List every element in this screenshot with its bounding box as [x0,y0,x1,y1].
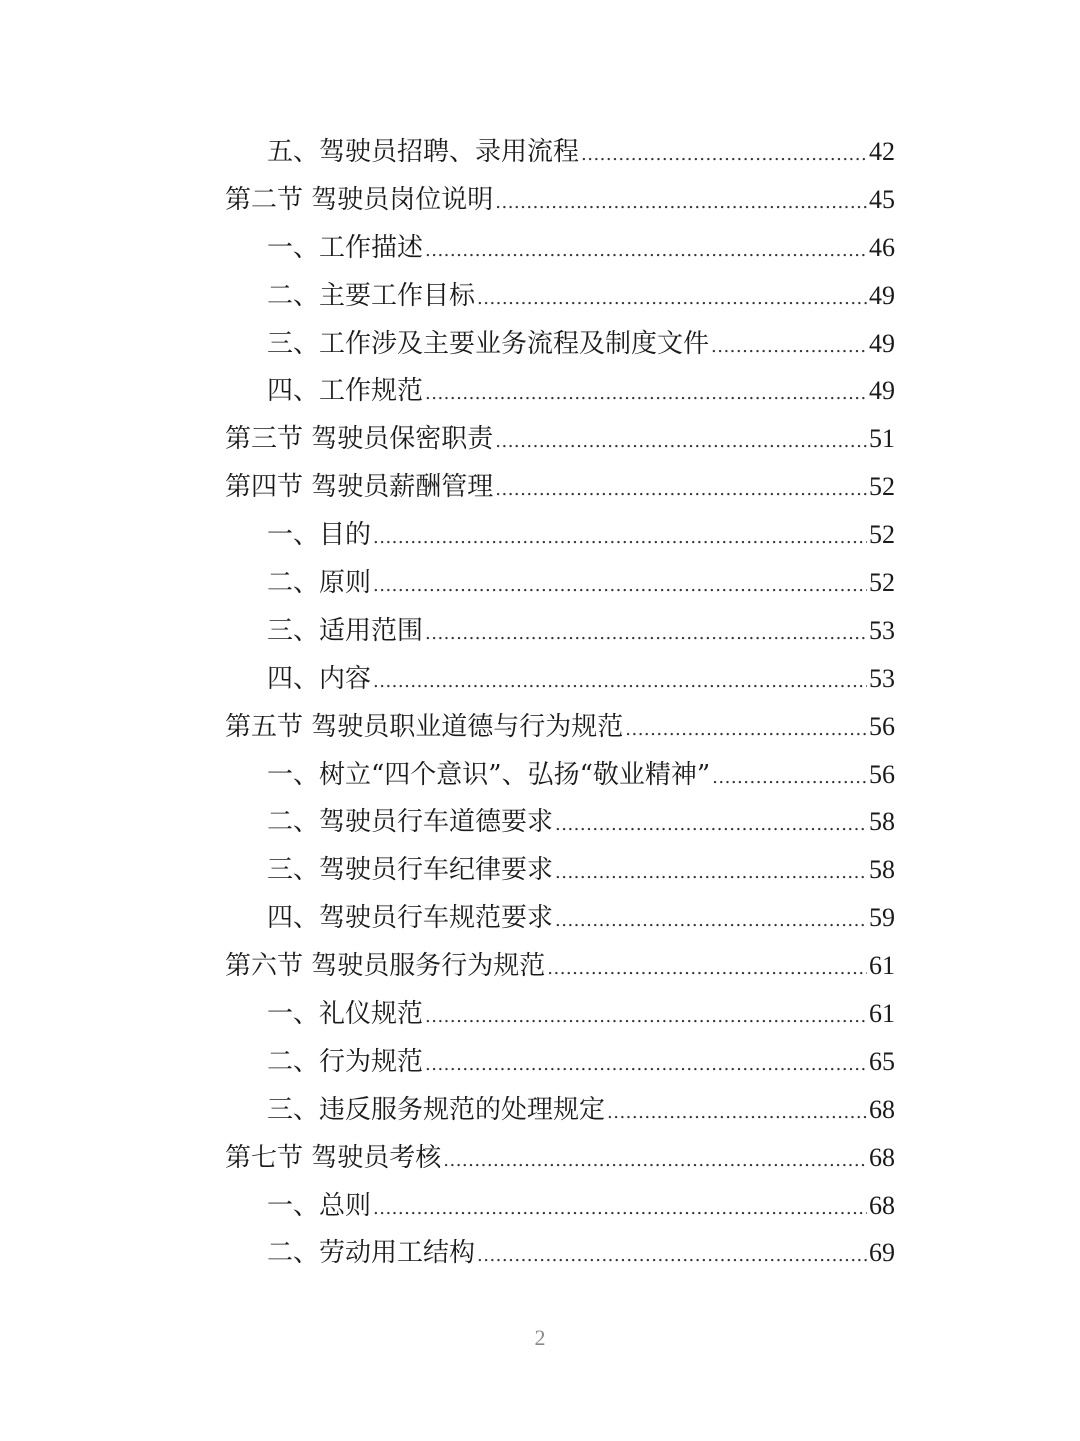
toc-subsection-entry[interactable] [225,1038,895,1086]
toc-subsection-entry[interactable] [225,846,895,894]
toc-dot-leader [373,1185,867,1233]
toc-section-entry[interactable] [225,415,895,463]
toc-dot-leader [495,179,867,227]
toc-dot-leader [581,131,867,179]
toc-dot-leader [443,1137,867,1185]
toc-entry-page: 51 [869,424,895,454]
toc-section-entry[interactable] [225,463,895,511]
toc-subsection-entry[interactable] [225,607,895,655]
toc-entry-title: 一、树立“四个意识”、弘扬“敬业精神” [267,759,711,790]
toc-entry-page: 53 [869,615,895,645]
toc-dot-leader [425,610,867,658]
toc-dot-leader [477,275,867,323]
toc-entry-title: 二、行为规范 [267,1046,424,1077]
toc-dot-leader [495,418,867,466]
toc-entry-title: 三、工作涉及主要业务流程及制度文件 [267,328,710,359]
toc-entry-title: 二、主要工作目标 [267,280,476,311]
toc-dot-leader [712,754,867,802]
toc-subsection-entry[interactable] [225,990,895,1038]
toc-subsection-entry[interactable] [225,1229,895,1277]
toc-entry-page: 59 [869,903,895,933]
toc-subsection-entry[interactable] [225,1086,895,1134]
toc-entry-title: 二、驾驶员行车道德要求 [267,807,554,838]
toc-entry-page: 52 [869,472,895,502]
toc-entry-page: 53 [869,663,895,693]
toc-section-entry[interactable] [225,176,895,224]
toc-subsection-entry[interactable] [225,655,895,703]
toc-entry-title: 第三节 驾驶员保密职责 [225,424,494,455]
toc-dot-leader [373,658,867,706]
toc-subsection-entry[interactable] [225,751,895,799]
toc-entry-title: 第二节 驾驶员岗位说明 [225,184,494,215]
toc-entry-title: 一、礼仪规范 [267,999,424,1030]
toc-dot-leader [711,323,867,371]
toc-entry-title: 二、劳动用工结构 [267,1238,476,1269]
toc-dot-leader [477,1232,867,1280]
toc-entry-title: 二、原则 [267,568,372,599]
toc-subsection-entry[interactable] [225,272,895,320]
toc-entry-title: 第五节 驾驶员职业道德与行为规范 [225,711,624,742]
toc-subsection-entry[interactable] [225,894,895,942]
toc-entry-title: 第四节 驾驶员薪酬管理 [225,472,494,503]
toc-entry-page: 49 [869,328,895,358]
toc-entry-title: 三、适用范围 [267,615,424,646]
toc-subsection-entry[interactable] [225,1182,895,1230]
toc-dot-leader [425,993,867,1041]
toc-entry-title: 四、工作规范 [267,376,424,407]
toc-entry-page: 69 [869,1238,895,1268]
toc-dot-leader [555,801,867,849]
toc-entry-page: 58 [869,855,895,885]
toc-entry-page: 68 [869,1142,895,1172]
toc-entry-page: 61 [869,999,895,1029]
toc-entry-page: 42 [869,137,895,166]
toc-entry-title: 五、驾驶员招聘、录用流程 [267,137,580,167]
toc-entry-page: 68 [869,1190,895,1220]
table-of-contents [225,128,895,1277]
toc-dot-leader [373,514,867,562]
toc-entry-page: 52 [869,568,895,598]
toc-entry-page: 56 [869,759,895,789]
toc-subsection-entry[interactable] [225,559,895,607]
toc-entry-title: 三、违反服务规范的处理规定 [267,1094,606,1125]
toc-entry-title: 一、目的 [267,520,372,551]
toc-subsection-entry[interactable] [225,511,895,559]
toc-entry-page: 56 [869,711,895,741]
toc-entry-page: 46 [869,232,895,262]
toc-dot-leader [555,849,867,897]
toc-entry-page: 61 [869,951,895,981]
toc-entry-title: 四、驾驶员行车规范要求 [267,903,554,934]
toc-section-entry[interactable] [225,1134,895,1182]
toc-dot-leader [425,227,867,275]
toc-subsection-entry[interactable] [225,367,895,415]
toc-entry-page: 45 [869,184,895,214]
toc-entry-page: 52 [869,520,895,550]
toc-entry-title: 一、总则 [267,1190,372,1221]
toc-section-entry[interactable] [225,703,895,751]
toc-entry-page: 58 [869,807,895,837]
toc-entry-title: 第六节 驾驶员服务行为规范 [225,951,546,982]
toc-subsection-entry[interactable] [225,128,895,176]
toc-entry-page: 65 [869,1046,895,1076]
toc-entry-page: 49 [869,280,895,310]
toc-dot-leader [625,706,867,754]
toc-dot-leader [547,945,867,993]
toc-section-entry[interactable] [225,942,895,990]
toc-entry-page: 49 [869,376,895,406]
toc-dot-leader [373,562,867,610]
toc-dot-leader [425,1041,867,1089]
page-number: 2 [534,1325,546,1350]
toc-entry-title: 三、驾驶员行车纪律要求 [267,855,554,886]
toc-entry-title: 四、内容 [267,663,372,694]
toc-entry-page: 68 [869,1094,895,1124]
toc-dot-leader [425,370,867,418]
toc-dot-leader [607,1089,867,1137]
toc-dot-leader [555,897,867,945]
toc-subsection-entry[interactable] [225,224,895,272]
toc-subsection-entry[interactable] [225,320,895,368]
toc-dot-leader [495,466,867,514]
toc-entry-title: 第七节 驾驶员考核 [225,1142,442,1173]
toc-subsection-entry[interactable] [225,798,895,846]
toc-entry-title: 一、工作描述 [267,232,424,263]
